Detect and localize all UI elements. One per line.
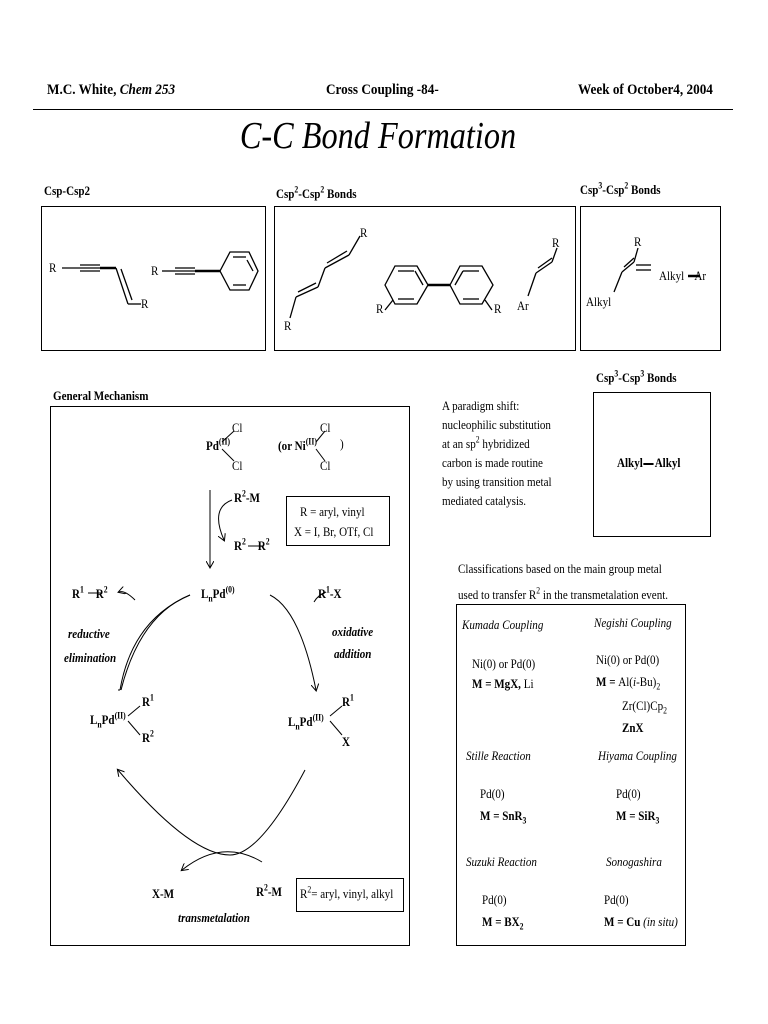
negishi-m: $M = Al(i-Bu)_2$ [596,674,661,692]
definition-line1: R = aryl, vinyl [300,504,365,519]
cl-label: Cl [232,420,243,435]
pd-top: $Pd^{(II)}$ [206,436,231,453]
kumada-cat: Ni(0) or Pd(0) [472,656,536,671]
r2-m-label: $R^2-M$ [234,488,260,505]
r2-r2-label: $R^2$ $R^2$ [234,536,270,553]
kumada-name: Kumada Coupling [462,617,544,632]
r1-r2-label: $R^1$ $R^2$ [72,584,108,601]
r2-def-label: $R^2=$ aryl, vinyl, alkyl [300,884,394,901]
section-csp3-csp2: Csp$^3$-Csp$^2$ Bonds [580,180,661,197]
label-r: R [552,235,560,250]
right-x-label: X [342,734,350,749]
r2-label: $R^2$ [142,728,154,745]
right-r1-label: $R^1$ [342,692,354,709]
label-r: R [634,234,642,249]
stille-m: M = SnR$_3$ [480,808,527,826]
label-r: R [284,318,292,333]
addition-label: addition [334,646,372,661]
label-alkyl: Alkyl [586,294,612,309]
label-r: R [376,301,384,316]
negishi-cat: Ni(0) or Pd(0) [596,652,660,667]
sonogashira-name: Sonogashira [606,854,662,869]
or-ni: (or $Ni^{(II)}$ [278,436,317,453]
label-r: R [360,225,368,240]
label-ar: Ar [517,298,529,313]
header-topic: Cross Coupling -84- [326,82,439,98]
sonogashira-cat: Pd(0) [604,892,629,907]
classifications-intro: Classifications based on the main group metal used to transfer $R^2$ in the transmetalation event. [458,561,669,602]
section-csp-csp2: Csp-Csp2 [44,183,91,198]
cl-label: Cl [320,420,331,435]
lnpd0-label: $L_nPd^{(0)}$ [201,584,235,604]
section-csp2-csp2: Csp$^2$-Csp$^2$ Bonds [276,184,357,201]
header-author: M.C. White, Chem 253 [47,82,176,98]
hiyama-m: M = SiR$_3$ [616,808,660,826]
stille-name: Stille Reaction [466,748,531,763]
label-alkyl-ar: Alkyl Ar [659,268,707,283]
kumada-m: M = MgX, Li [472,676,534,691]
negishi-zr: $Zr(Cl)Cp_2$ [622,698,667,716]
suzuki-name: Suzuki Reaction [466,854,537,869]
right-pd-label: $L_nPd^{(II)}$ [288,712,324,732]
label-alkyl-alkyl: Alkyl Alkyl [617,455,681,470]
r1-x-label: $R^1-X$ [318,584,342,601]
cl-label: Cl [320,458,331,473]
r1-label: $R^1$ [142,692,154,709]
page-title: C-C Bond Formation [239,115,517,157]
label-r: R [494,301,502,316]
stille-cat: Pd(0) [480,786,505,801]
elimination-label: elimination [64,650,117,665]
sonogashira-m: M = Cu (in situ) [604,914,678,929]
negishi-zn: ZnX [622,720,644,735]
reductive-label: reductive [68,626,110,641]
oxidative-label: oxidative [332,624,374,639]
cl-label: Cl [232,458,243,473]
hiyama-cat: Pd(0) [616,786,641,801]
transmetalation-label: transmetalation [178,910,250,925]
label-r: R [49,260,57,275]
paren-close: ) [340,436,344,451]
suzuki-cat: Pd(0) [482,892,507,907]
hiyama-name: Hiyama Coupling [598,748,677,763]
section-csp3-csp3: Csp$^3$-Csp$^3$ Bonds [596,368,677,385]
r2-m2-label: $R^2-M$ [256,882,282,899]
x-m-label: X-M [152,886,175,901]
section-general-mechanism: General Mechanism [53,388,149,403]
header-course: Chem 253 [119,82,176,98]
negishi-name: Negishi Coupling [594,615,672,630]
definition-line2: X = I, Br, OTf, Cl [294,524,374,539]
header-week: Week of October4, 2004 [578,82,713,98]
paradigm-text: A paradigm shift: nucleophilic substitution at an $sp^2$ hybridized carbon is made routine by using transition metal mediated catalysis. [442,398,552,508]
suzuki-m: $M = BX_2$ [482,914,524,932]
left-pd-label: $L_nPd^{(II)}$ [90,710,126,730]
label-r: R [141,296,149,311]
label-r: R [151,263,159,278]
